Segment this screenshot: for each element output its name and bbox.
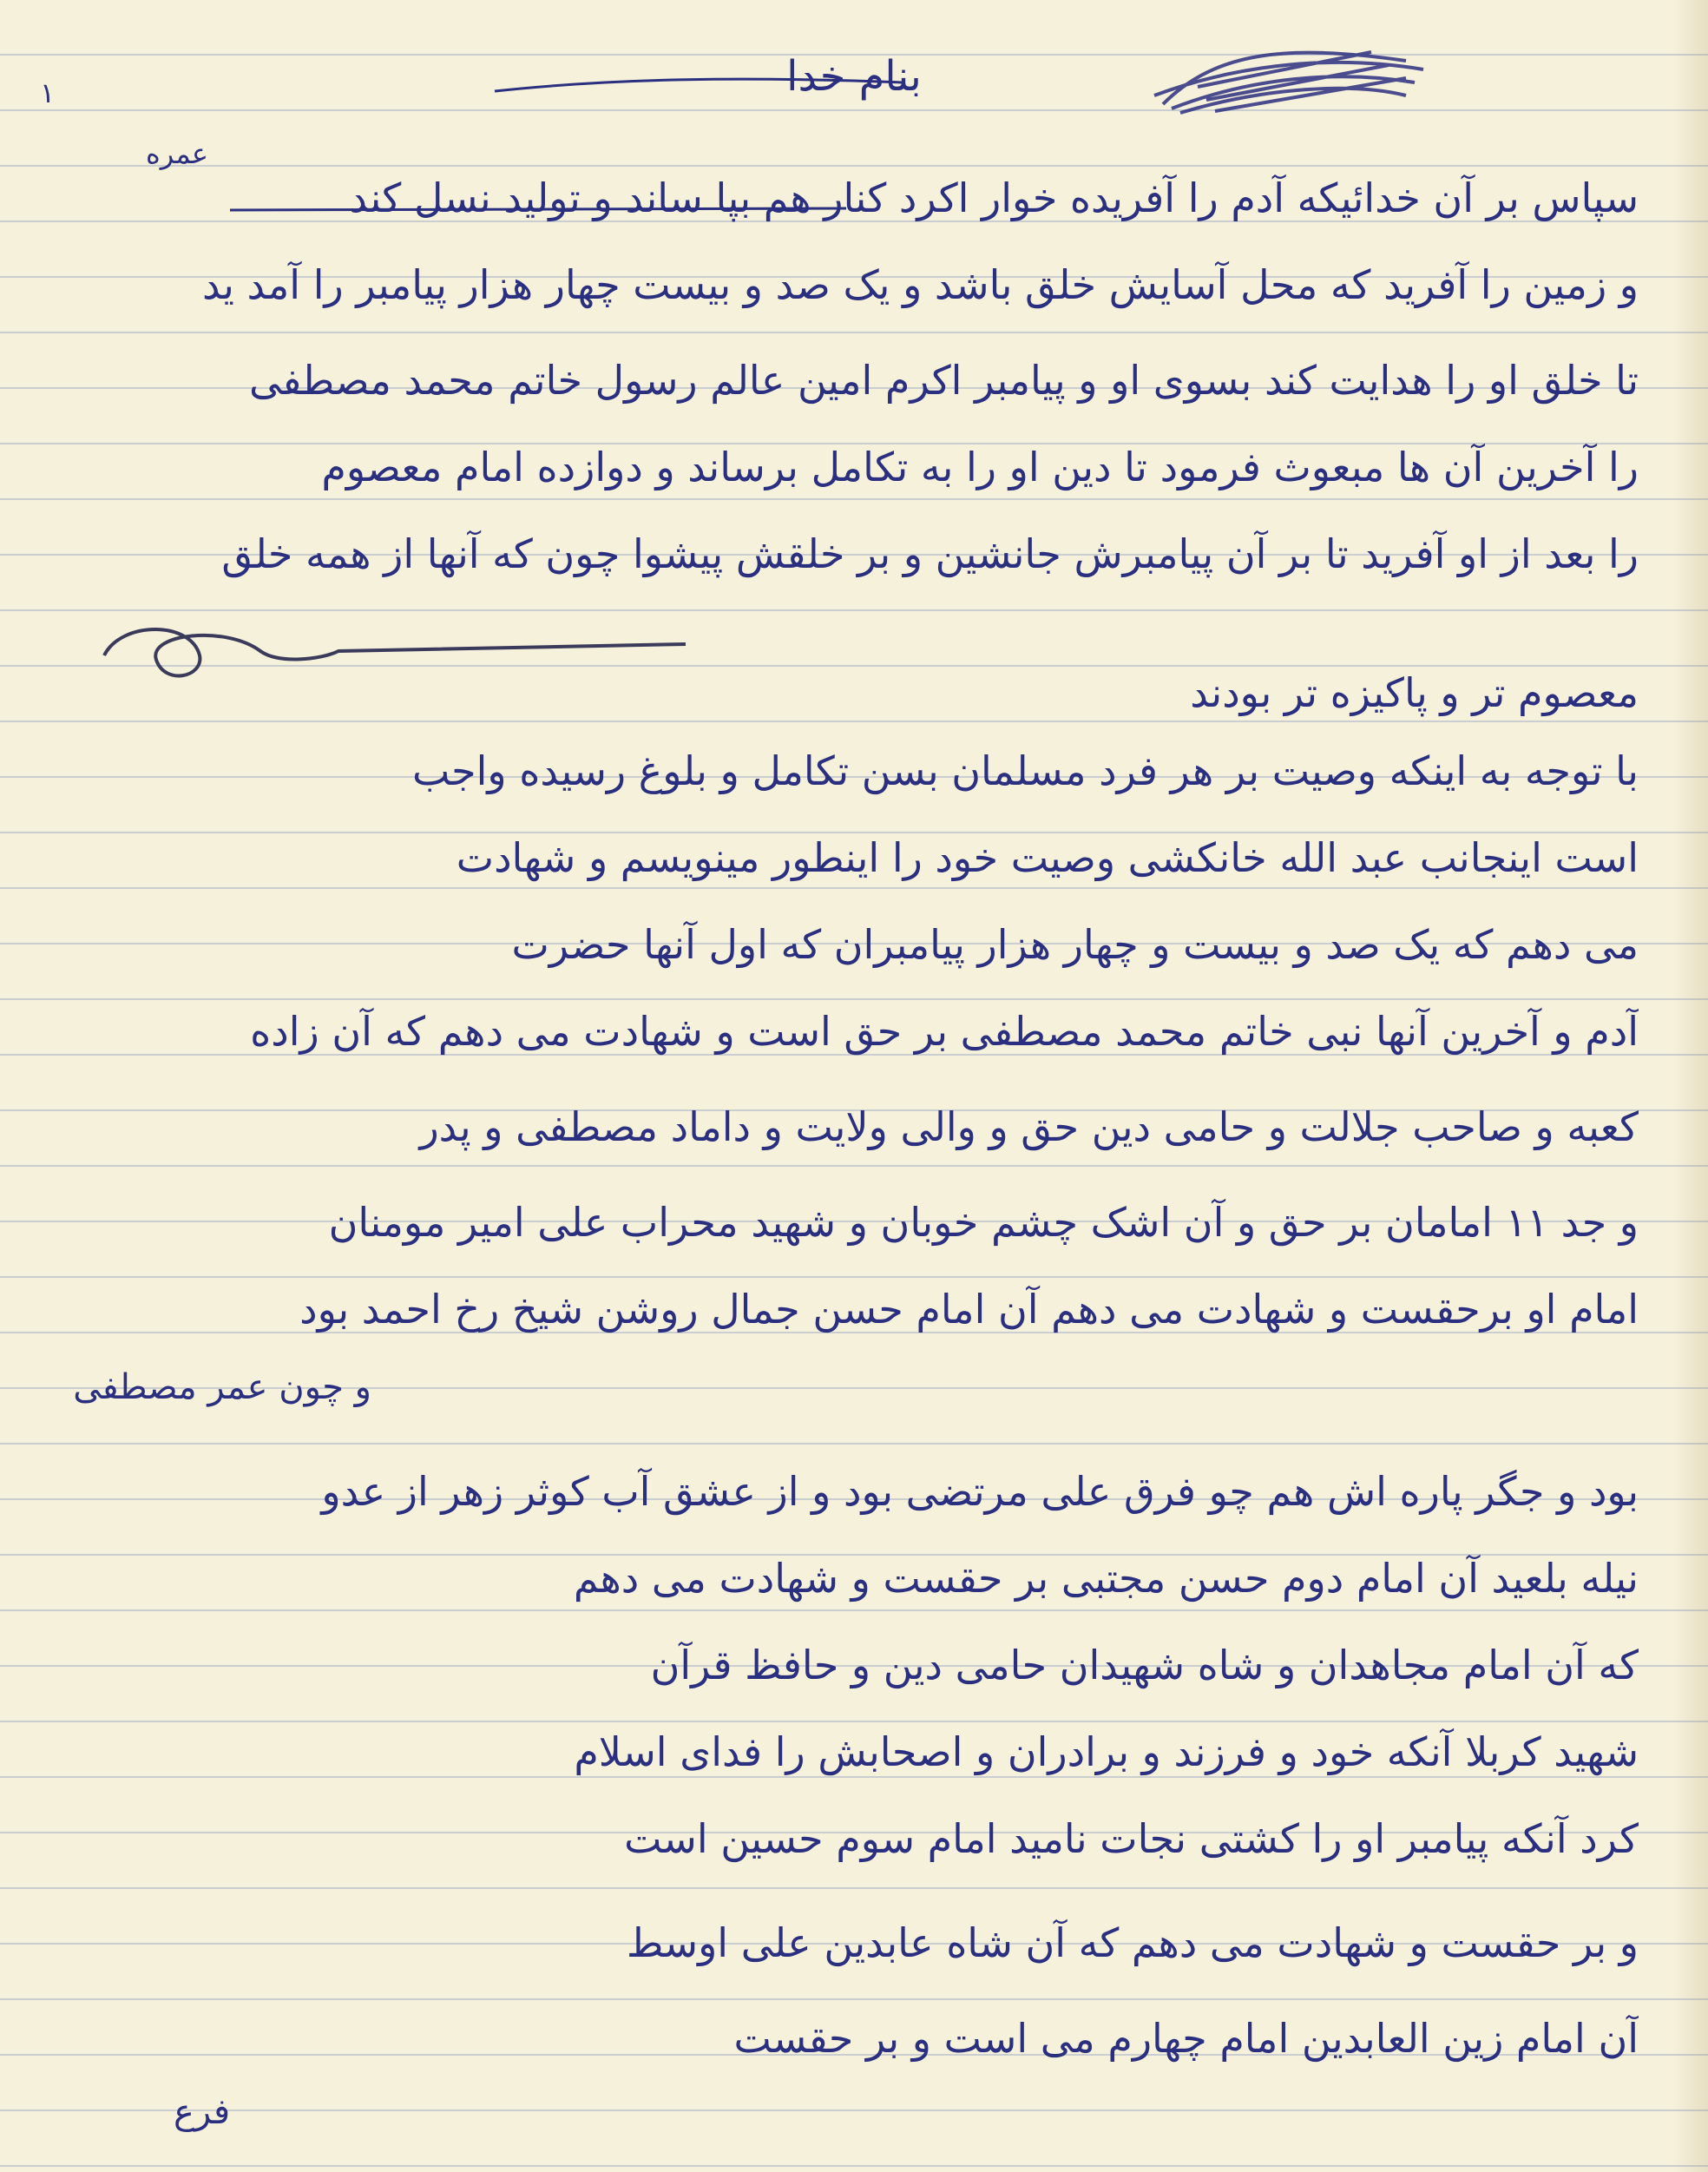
letter-line: و جد ۱۱ امامان بر حق و آن اشک چشم خوبان و شهید محراب علی امیر مومنان	[328, 1199, 1639, 1246]
margin-note-top: عمره	[146, 137, 209, 170]
letter-line: را آخرین آن ها مبعوث فرمود تا دین او را به تکامل برساند و دوازده امام معصوم	[321, 444, 1639, 490]
margin-note-bottom: فرع	[174, 2092, 231, 2132]
letter-line: نیله بلعید آن امام دوم حسن مجتبی بر حقست و شهادت می دهم	[573, 1555, 1639, 1602]
crossed-out-scribble	[1146, 35, 1432, 122]
letter-line: است اینجانب عبد الله خانکشی وصیت خود را اینطور مینویسم و شهادت	[456, 834, 1639, 881]
letter-line: که آن امام مجاهدان و شاه شهیدان حامی دین و حافظ قرآن	[650, 1642, 1639, 1688]
letter-line: کرد آنکه پیامبر او را کشتی نجات نامید امام سوم حسین است	[624, 1815, 1639, 1862]
letter-line: معصوم تر و پاکیزه تر بودند	[1190, 669, 1639, 716]
letter-line: شهید کربلا آنکه خود و فرزند و برادران و اصحابش را فدای اسلام	[574, 1728, 1639, 1775]
letter-line: سپاس بر آن خدائیکه آدم را آفریده خوار اکرد کنار هم بپا ساند و تولید نسل کند	[349, 174, 1639, 221]
letter-line: و زمین را آفرید که محل آسایش خلق باشد و یک صد و بیست چهار هزار پیامبر را آمد ید	[201, 261, 1639, 308]
letter-line: با توجه به اینکه وصیت بر هر فرد مسلمان بسن تکامل و بلوغ رسیده واجب	[412, 747, 1639, 794]
letter-line: بود و جگر پاره اش هم چو فرق علی مرتضی بود و از عشق آب کوثر زهر از عدو	[321, 1468, 1639, 1515]
letter-line: می دهم که یک صد و بیست و چهار هزار پیامبران که اول آنها حضرت	[511, 921, 1639, 968]
paper-edge-shading	[1673, 0, 1708, 2172]
letter-line: کعبه و صاحب جلالت و حامی دین حق و والی ولایت و داماد مصطفی و پدر	[419, 1103, 1639, 1150]
letter-line: را بعد از او آفرید تا بر آن پیامبرش جانشین و بر خلقش پیشوا چون که آنها از همه خلق	[221, 530, 1639, 577]
letter-line: آن امام زین العابدین امام چهارم می است و بر حقست	[733, 2015, 1639, 2062]
page-title: بنام خدا	[786, 52, 922, 101]
letter-line: و چون عمر مصطفی	[73, 1367, 371, 1407]
letter-line: آدم و آخرین آنها نبی خاتم محمد مصطفی بر حق است و شهادت می دهم که آن زاده	[250, 1008, 1639, 1055]
letter-line: و بر حقست و شهادت می دهم که آن شاه عابدین علی اوسط	[626, 1919, 1639, 1966]
letter-line: تا خلق او را هدایت کند بسوی او و پیامبر اکرم امین عالم رسول خاتم محمد مصطفی	[249, 357, 1639, 404]
corner-mark: ١	[40, 76, 56, 109]
letter-line: امام او برحقست و شهادت می دهم آن امام حسن جمال روشن شیخ رخ احمد بود	[299, 1286, 1639, 1333]
